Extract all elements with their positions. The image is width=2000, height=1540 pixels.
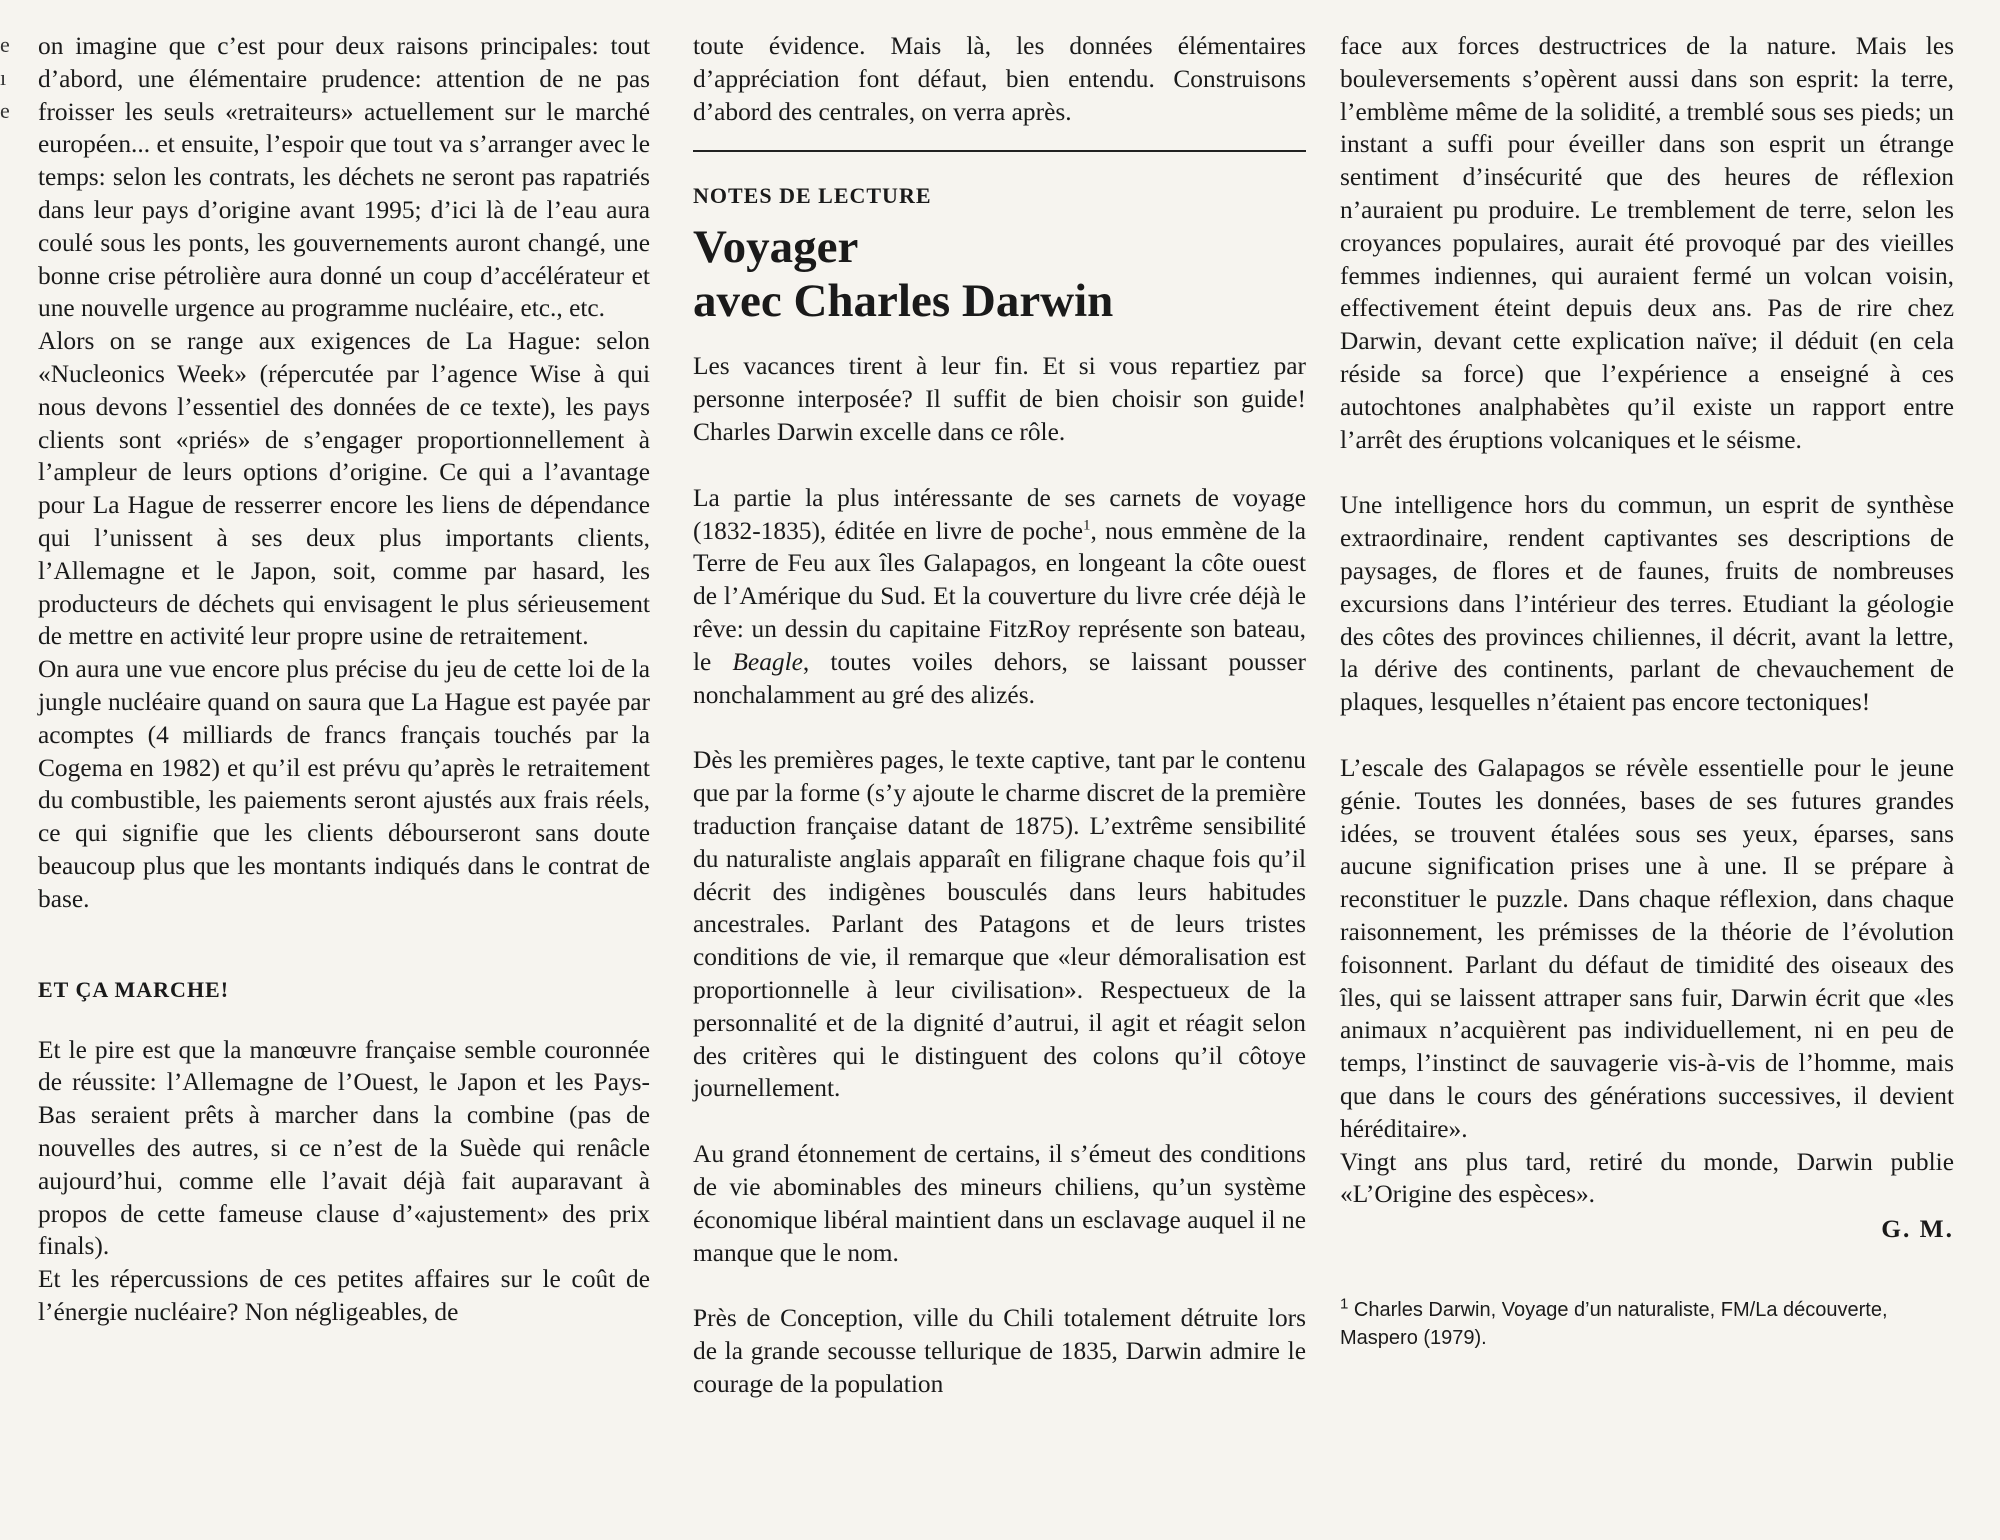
section-kicker: NOTES DE LECTURE — [693, 183, 932, 209]
text-run: , nous emmène de la Terre de Feu aux îles Galapagos, en longeant la côte ouest de l’Amérique du Sud. Et la couverture du livre crée déjà le rêve: un dessin du capitaine FitzRoy représente son bateau, le — [693, 516, 1307, 676]
paragraph: on imagine que c’est pour deux raisons principales: tout d’abord, une élémentaire prudence: attention de ne pas froisser les seuls «retraiteurs» actuellement sur le marché européen... et ensuite, l’espoir que tout va s’arranger avec le temps: selon les contrats, les déchets ne seront pas rapatriés dans leur pays d’origine avant 1995; d’ici là de l’eau aura coulé sous les ponts, les gouvernements auront changé, une bonne crise pétrolière aura donné un coup d’accélérateur et une nouvelle urgence au programme nucléaire, etc., etc. — [38, 32, 650, 323]
paragraph: face aux forces destructrices de la nature. Mais les bouleversements s’opèrent aussi dans son esprit: la terre, l’emblème même de la solidité, a tremblé sous ses pieds; un instant a suffi pour éveiller dans son esprit un étrange sentiment d’insécurité que des heures de réflexion n’auraient pu produire. Le tremblement de terre, selon les croyances populaires, aurait été provoqué par des vieilles femmes indiennes, qui auraient fermé un volcan voisin, effectivement éteint depuis deux ans. Pas de rire chez Darwin, devant cette explication naïve; il déduit (en cela réside sa force) que l’expérience a enseigné à ces autochtones analphabètes qu’il existe un rapport entre l’arrêt des éruptions volcaniques et le séisme. — [1340, 32, 1954, 454]
paragraph: Au grand étonnement de certains, il s’émeut des conditions de vie abominables des mineurs chiliens, qu’un système économique libéral maintient dans un esclavage auquel il ne manque que le nom. — [693, 1140, 1306, 1267]
headline-line: Voyager — [693, 221, 859, 274]
article-headline — [693, 220, 1306, 328]
headline-line: avec Charles Darwin — [693, 275, 1114, 328]
paragraph: On aura une vue encore plus précise du jeu de cette loi de la jungle nucléaire quand on saura que La Hague est payée par acomptes (4 milliards de francs français touchés par la Cogema en 1982) et qu’il est prévu qu’après le retraitement du combustible, les paiements seront ajustés aux frais réels, ce qui signifie que les clients débourseront sans doute beaucoup plus que les montants indiqués dans le contrat de base. — [38, 655, 650, 913]
paragraph: toute évidence. Mais là, les données élémentaires d’appréciation font défaut, bien entendu. Construisons d’abord des centrales, on verra après. — [693, 32, 1306, 126]
paragraph: Une intelligence hors du commun, un esprit de synthèse extraordinaire, rendent captivantes ses descriptions de paysages, de flores et de faunes, fruits de nombreuses excursions dans l’intérieur des terres. Etudiant la géologie des côtes des provinces chiliennes, il décrit, avant la lettre, la dérive des continents, parlant de chevauchement de plaques, lesquelles n’étaient pas encore tectoniques! — [1340, 491, 1954, 717]
paragraph: Vingt ans plus tard, retiré du monde, Darwin publie «L’Origine des espèces». — [1340, 1147, 1954, 1209]
ship-name: Beagle — [732, 647, 803, 676]
paragraph — [693, 482, 1306, 712]
paragraph: Alors on se range aux exigences de La Hague: selon «Nucleonics Week» (répercutée par l’agence Wise à qui nous devons l’essentiel des données de ce texte), les pays clients sont «priés» de s’engager proportionnellement à l’ampleur de leurs options d’origine. Ce qui a l’avantage pour La Hague de resserrer encore les liens de dépendance qui l’unissent à ses deux plus importants clients, l’Allemagne et le Japon, soit, comme par hasard, les producteurs de déchets qui envisagent le plus sérieusement de mettre en activité leur propre usine de retraitement. — [38, 327, 650, 651]
text-run: La partie la plus intéressante de ses carnets de voyage (1832-1835), éditée en livre de poche — [693, 483, 1306, 545]
footnote-mark: 1 — [1340, 1295, 1349, 1313]
paragraph: Les vacances tirent à leur fin. Et si vous repartiez par personne interposée? Il suffit de bien choisir son guide! Charles Darwin excelle dans ce rôle. — [693, 352, 1306, 446]
author-signature: G. M. — [1881, 1215, 1954, 1244]
edge-fragment: ı — [0, 65, 7, 90]
column-2 — [693, 30, 1306, 1401]
section-subheading: ET ÇA MARCHE! — [38, 976, 230, 1002]
section-divider — [693, 150, 1306, 152]
paragraph: Et les répercussions de ces petites affaires sur le coût de l’énergie nucléaire? Non négligeables, de — [38, 1265, 650, 1326]
column-1 — [38, 30, 650, 1329]
text-run: , toutes voiles dehors, se laissant pousser nonchalamment au gré des alizés. — [693, 647, 1307, 709]
footnote-text: Charles Darwin, Voyage d’un naturaliste, FM/La découverte, Maspero (1979). — [1340, 1298, 1888, 1349]
edge-fragment: e — [0, 98, 10, 123]
paragraph: L’escale des Galapagos se révèle essentielle pour le jeune génie. Toutes les données, bases de ses futures grandes idées, se trouvent étalées sous ses yeux, éparses, sans aucune signification prises une à une. Il se prépare à reconstituer le puzzle. Dans chaque réflexion, dans chaque raisonnement, les prémisses de la théorie de l’évolution foisonnent. Parlant du défaut de timidité des oiseaux des îles, qui se laissent attraper sans fuir, Darwin écrit que «les animaux n’acquièrent pas individuellement, ni en peu de temps, l’instinct de sauvagerie vis-à-vis de l’homme, mais que dans le cours des générations successives, il devient héréditaire». — [1340, 753, 1954, 1143]
column-3 — [1340, 30, 1954, 1352]
left-edge-fragments — [0, 28, 14, 127]
paragraph: Dès les premières pages, le texte captive, tant par le contenu que par la forme (s’y ajoute le charme discret de la première traduction française datant de 1875). L’extrême sensibilité du naturaliste anglais apparaît en filigrane chaque fois qu’il décrit des indigènes bousculés dans leurs habitudes ancestrales. Parlant des Patagons et de leurs tristes conditions de vie, il remarque que «leur démoralisation est proportionnelle à leur civilisation». Respectueux de la personnalité et de la dignité d’autrui, il agit et réagit selon des critères qui le distinguent des colons qu’il côtoye journellement. — [693, 746, 1306, 1103]
paragraph: Près de Conception, ville du Chili totalement détruite lors de la grande secousse tellurique de 1835, Darwin admire le courage de la population — [693, 1304, 1306, 1398]
paragraph: Et le pire est que la manœuvre française semble couronnée de réussite: l’Allemagne de l’Ouest, le Japon et les Pays-Bas seraient prêts à marcher dans la combine (pas de nouvelles des autres, si ce n’est de la Suède qui renâcle aujourd’hui, comme elle l’avait déjà fait auparavant à propos de cette fameuse clause d’«ajustement» des prix finals). — [38, 1035, 650, 1261]
footnote — [1340, 1296, 1954, 1352]
edge-fragment: e — [0, 32, 10, 57]
footnote-mark: 1 — [1083, 517, 1091, 534]
